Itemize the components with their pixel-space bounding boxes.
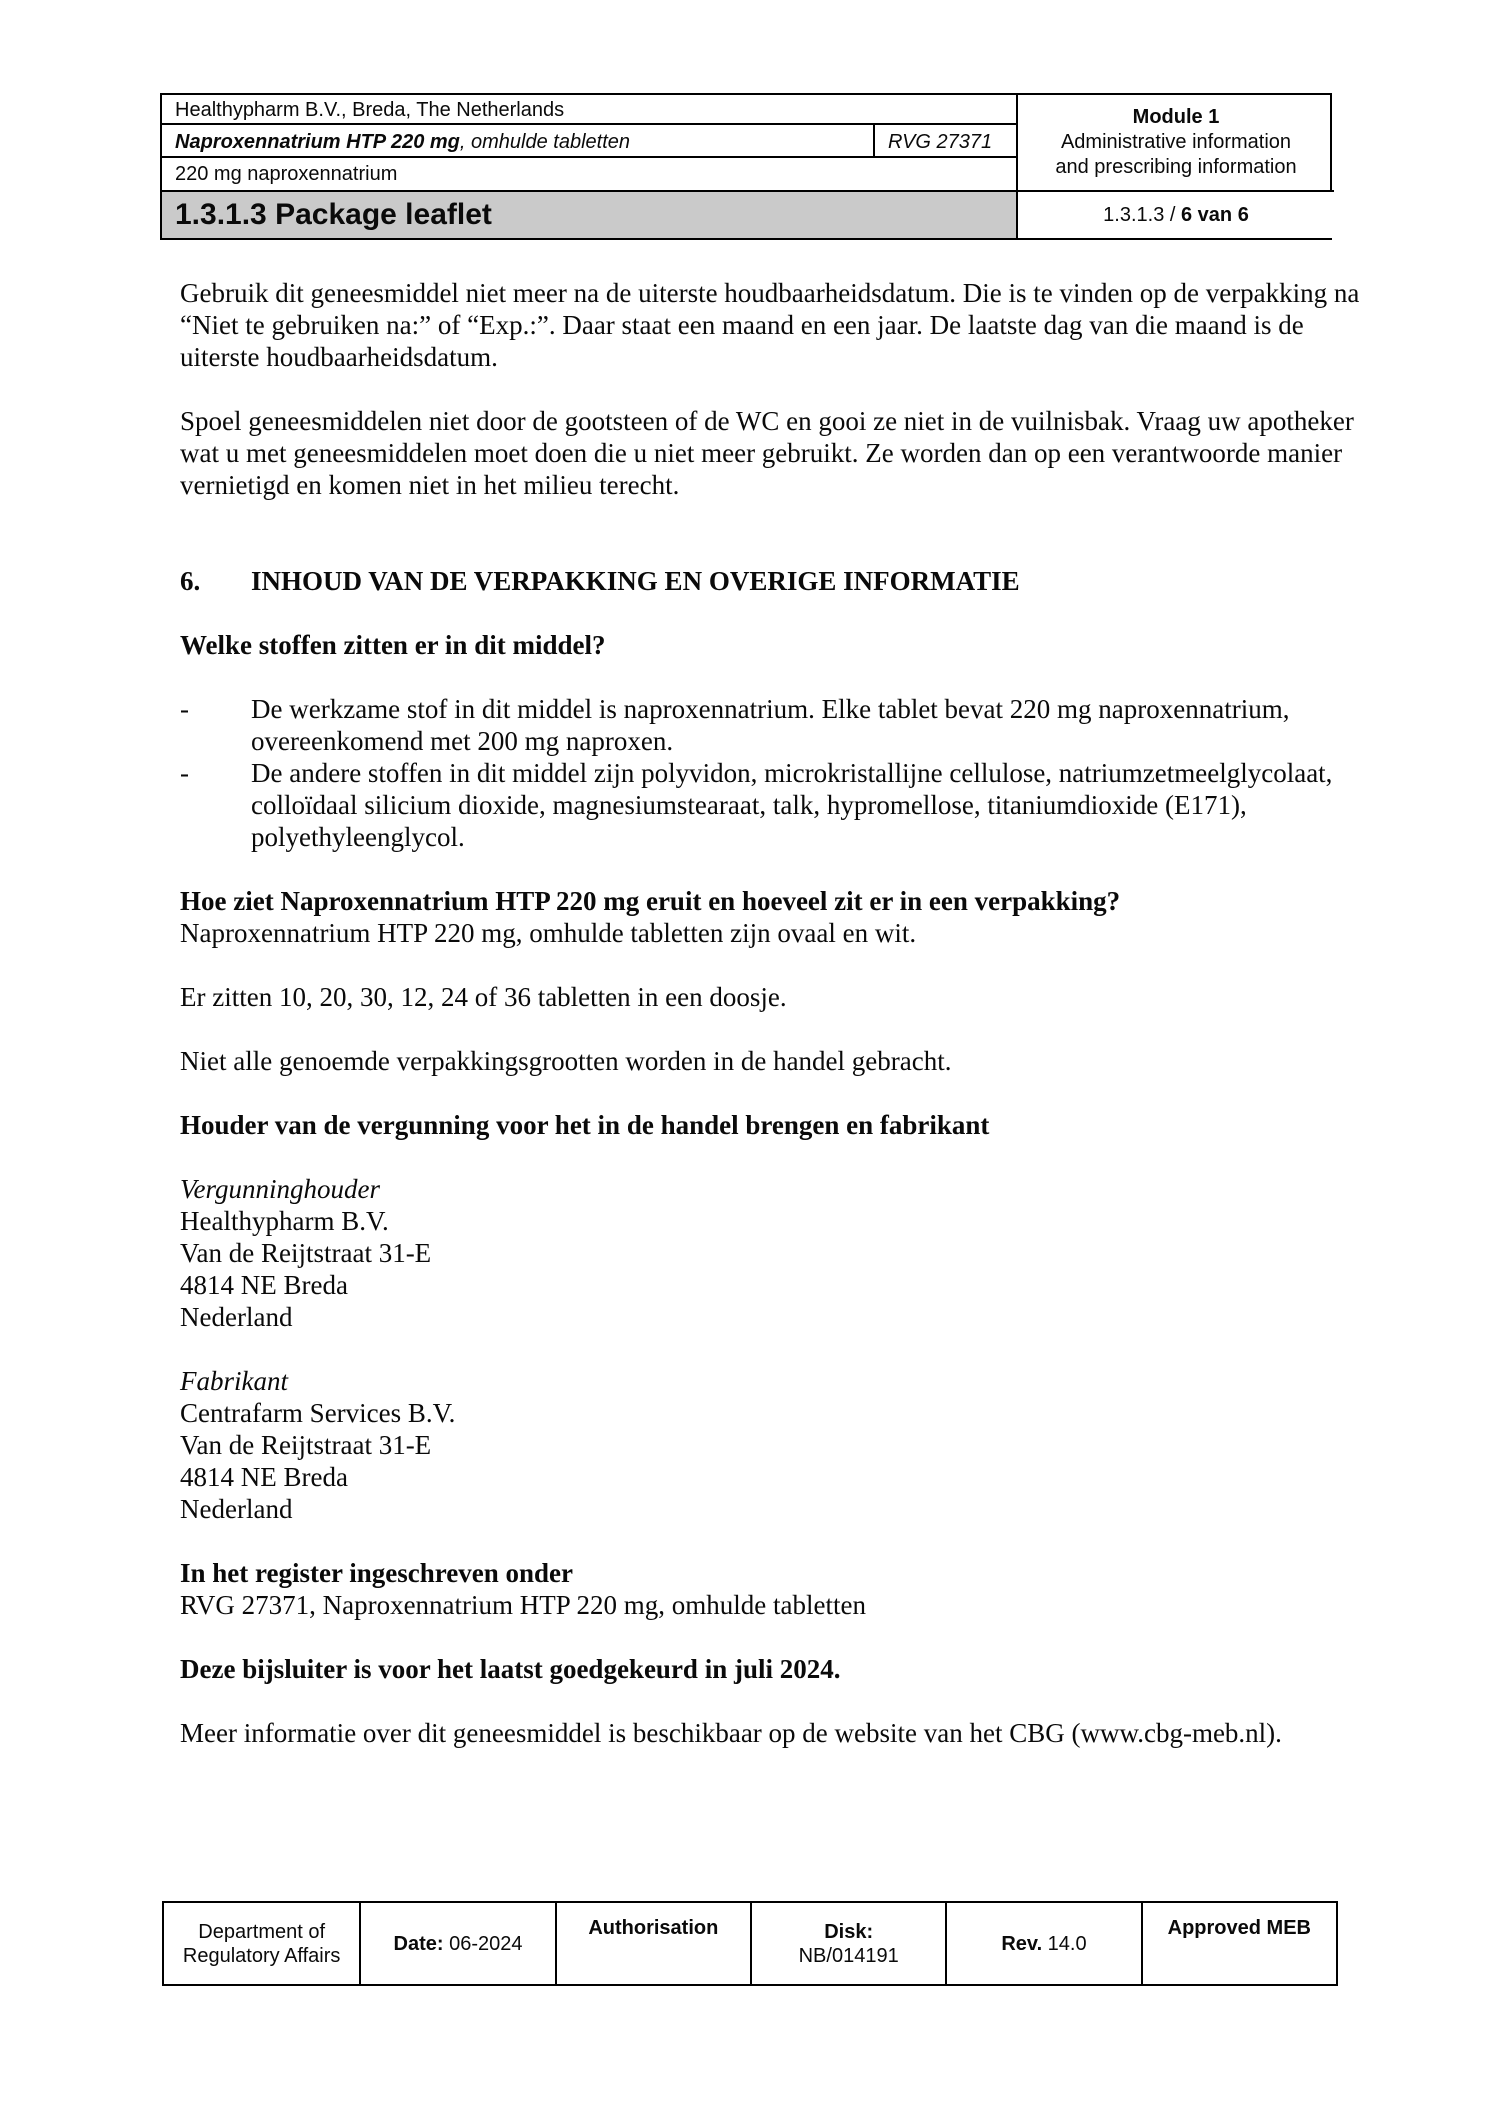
list-item-text: De andere stoffen in dit middel zijn polyvidon, microkristallijne cellulose, natriumzetmeelglycolaat, colloïdaal silicium dioxide, magnesiumstearaat, talk, hypromellose, titaniumdioxide (E171), polyethyleenglycol. [251, 758, 1333, 852]
approved-label: Approved MEB [1167, 1917, 1311, 1939]
license-holder-label: Vergunninghouder [180, 1174, 380, 1204]
department-line2: Regulatory Affairs [182, 1944, 341, 1967]
section-bar-label: 1.3.1.3 Package leaflet [175, 198, 492, 231]
module-title: Module 1 [1132, 106, 1220, 128]
page-ref-prefix: 1.3.1.3 / [1103, 203, 1181, 226]
dash-marker: - [180, 758, 189, 788]
appearance-answer: Naproxennatrium HTP 220 mg, omhulde tabletten zijn ovaal en wit. [180, 918, 917, 948]
dash-marker: - [180, 694, 189, 724]
department-cell [164, 1903, 359, 1984]
header-table [160, 93, 1332, 240]
register-heading: In het register ingeschreven onder [180, 1558, 573, 1588]
list-item [180, 757, 1365, 853]
revision-value: 14.0 [1042, 1932, 1087, 1955]
appearance-block [180, 885, 1365, 949]
disposal-paragraph: Spoel geneesmiddelen niet door de gootsteen of de WC en gooi ze niet in de vuilnisbak. Vraag uw apotheker wat u met geneesmiddelen moet doen die u niet meer gebruikt. Ze worden dan op een verantwoorde manier vernietigd en komen niet in het milieu terecht. [180, 406, 1354, 500]
date-label: Date: [393, 1932, 444, 1955]
disk-value: NB/014191 [798, 1944, 899, 1967]
date-cell [359, 1903, 554, 1984]
manufacturer-label: Fabrikant [180, 1366, 288, 1396]
strength-line: 220 mg naproxennatrium [175, 163, 398, 185]
address-line: Van de Reijtstraat 31-E [180, 1430, 432, 1460]
section6-heading [180, 565, 1365, 597]
not-marketed-text: Niet alle genoemde verpakkingsgrootten worden in de handel gebracht. [180, 1046, 952, 1076]
approved-cell [1141, 1903, 1336, 1984]
department-line1: Department of [198, 1920, 326, 1943]
page-ref-number: 6 van 6 [1181, 203, 1249, 226]
section6-number: 6. [180, 566, 201, 596]
expiry-paragraph: Gebruik dit geneesmiddel niet meer na de uiterste houdbaarheidsdatum. Die is te vinden op de verpakking na “Niet te gebruiken na:” of “Exp.:”. Daar staat een maand en een jaar. De laatste dag van die maand is de uiterste houdbaarheidsdatum. [180, 278, 1360, 372]
authorisation-label: Authorisation [588, 1917, 719, 1939]
section-bar [162, 190, 1016, 238]
composition-list [180, 693, 1365, 853]
address-line: Van de Reijtstraat 31-E [180, 1238, 432, 1268]
manufacturer-block [180, 1365, 1365, 1525]
product-line [162, 125, 873, 158]
body-content [180, 277, 1365, 1749]
address-line: Nederland [180, 1302, 293, 1332]
list-item-text: De werkzame stof in dit middel is naproxennatrium. Elke tablet bevat 220 mg naproxennatrium, overeenkomend met 200 mg naproxen. [251, 694, 1290, 756]
composition-question-heading: Welke stoffen zitten er in dit middel? [180, 630, 606, 660]
product-suffix: , omhulde tabletten [459, 131, 631, 153]
company-line: Healthypharm B.V., Breda, The Netherlands [162, 95, 1016, 125]
rvg-number-cell: RVG 27371 [873, 125, 1016, 158]
authorisation-cell [555, 1903, 750, 1984]
section6-title: INHOUD VAN DE VERPAKKING EN OVERIGE INFORMATIE [251, 566, 1020, 596]
module-line1: Administrative information [1060, 131, 1292, 153]
register-line: RVG 27371, Naproxennatrium HTP 220 mg, omhulde tabletten [180, 1590, 866, 1620]
address-line: Nederland [180, 1494, 293, 1524]
pack-sizes-text: Er zitten 10, 20, 30, 12, 24 of 36 tabletten in een doosje. [180, 982, 787, 1012]
appearance-question-heading: Hoe ziet Naproxennatrium HTP 220 mg eruit en hoeveel zit er in een verpakking? [180, 886, 1121, 916]
register-block [180, 1557, 1365, 1621]
disk-label: Disk: [824, 1920, 874, 1943]
date-value: 06-2024 [443, 1932, 523, 1955]
address-line: 4814 NE Breda [180, 1270, 348, 1300]
list-item [180, 693, 1365, 757]
marketing-holder-heading: Houder van de vergunning voor het in de handel brengen en fabrikant [180, 1110, 990, 1140]
module-line2: and prescribing information [1055, 156, 1297, 178]
address-line: Centrafarm Services B.V. [180, 1398, 456, 1428]
license-holder-block [180, 1173, 1365, 1333]
approval-statement: Deze bijsluiter is voor het laatst goedgekeurd in juli 2024. [180, 1654, 841, 1684]
address-line: 4814 NE Breda [180, 1462, 348, 1492]
more-info-text: Meer informatie over dit geneesmiddel is beschikbaar op de website van het CBG (www.cbg-meb.nl). [180, 1718, 1282, 1748]
module-cell [1016, 95, 1334, 190]
footer-table [162, 1901, 1338, 1986]
address-line: Healthypharm B.V. [180, 1206, 389, 1236]
page-ref-cell [1016, 190, 1334, 238]
product-name: Naproxennatrium HTP 220 mg [175, 131, 460, 153]
disk-cell [750, 1903, 945, 1984]
revision-label: Rev. [1001, 1932, 1043, 1955]
revision-cell [945, 1903, 1140, 1984]
